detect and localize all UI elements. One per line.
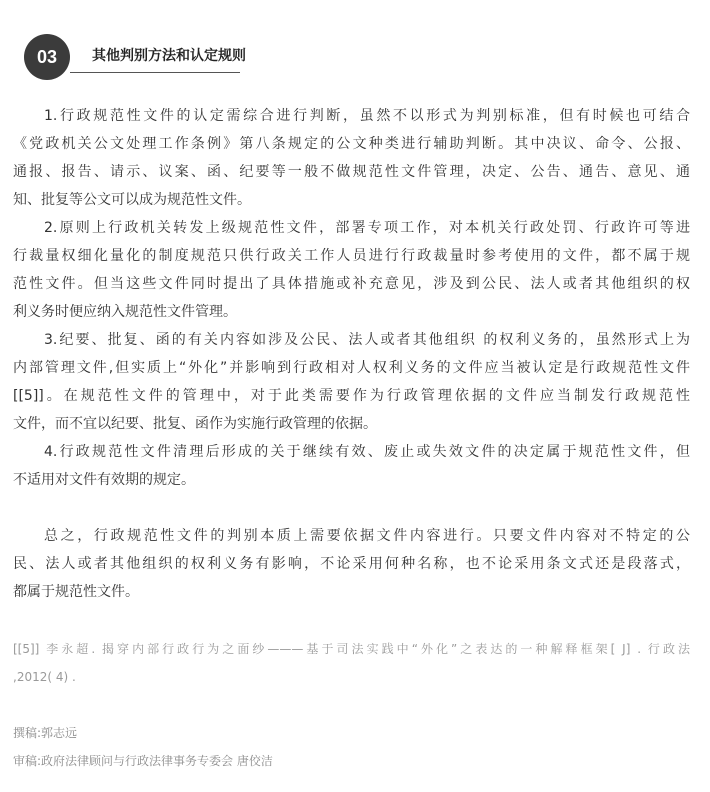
paragraph-line: 都属于规范性文件。 xyxy=(13,584,139,600)
paragraph-line: 《党政机关公文处理工作条例》第八条规定的公文种类进行辅助判断。其中决议、命令、公报、 xyxy=(13,136,690,152)
paragraph-line: 1.行政规范性文件的认定需综合进行判断，虽然不以形式为判别标准，但有时候也可结合 xyxy=(44,108,690,124)
paragraph-1 xyxy=(13,102,690,214)
footnote-line: ,2012( 4) . xyxy=(13,670,76,684)
paragraph-line: 3.纪要、批复、函的有关内容如涉及公民、法人或者其他组织 的权利义务的，虽然形式上为 xyxy=(44,332,690,348)
article-body xyxy=(13,102,690,775)
author-credit: 撰稿:郭志远 xyxy=(13,726,78,740)
paragraph-line: [[5]]。在规范性文件的管理中，对于此类需要作为行政管理依据的文件应当制发行政规范性 xyxy=(13,388,690,404)
paragraph-line: 文件，而不宜以纪要、批复、函作为实施行政管理的依据。 xyxy=(13,416,377,432)
paragraph-line: 4.行政规范性文件清理后形成的关于继续有效、废止或失效文件的决定属于规范性文件，但 xyxy=(44,444,690,460)
summary-paragraph xyxy=(13,522,690,606)
section-number-badge: 03 xyxy=(24,34,70,80)
section-title: 其他判别方法和认定规则 xyxy=(92,48,246,64)
paragraph-line: 知、批复等公文可以成为规范性文件。 xyxy=(13,192,251,208)
paragraph-line: 内部管理文件,但实质上“外化”并影响到行政相对人权利义务的文件应当被认定是行政规范性文件 xyxy=(13,360,690,376)
credits xyxy=(13,719,690,775)
paragraph-2 xyxy=(13,214,690,326)
footnote-line: [[5]] 李永超. 揭穿内部行政行为之面纱———基于司法实践中“外化”之表达的一种解释框架[ J] . 行政法 xyxy=(13,642,690,656)
paragraph-line: 行裁量权细化量化的制度规范只供行政关工作人员进行行政裁量时参考使用的文件，都不属于规 xyxy=(13,248,690,264)
paragraph-line: 民、法人或者其他组织的权利义务有影响，不论采用何种名称，也不论采用条文式还是段落式， xyxy=(13,556,690,572)
paragraph-line: 利义务时便应纳入规范性文件管理。 xyxy=(13,304,237,320)
section-title-underline xyxy=(70,72,240,73)
paragraph-4 xyxy=(13,438,690,494)
paragraph-line: 范性文件。但当这些文件同时提出了具体措施或补充意见，涉及到公民、法人或者其他组织的权 xyxy=(13,276,690,292)
paragraph-line: 总之，行政规范性文件的判别本质上需要依据文件内容进行。只要文件内容对不特定的公 xyxy=(44,528,690,544)
footnote xyxy=(13,635,690,691)
paragraph-line: 通报、报告、请示、议案、函、纪要等一般不做规范性文件管理，决定、公告、通告、意见、通 xyxy=(13,164,690,180)
paragraph-line: 不适用对文件有效期的规定。 xyxy=(13,472,195,488)
reviewer-credit: 审稿:政府法律顾问与行政法律事务专委会 唐佼洁 xyxy=(13,754,273,768)
paragraph-3 xyxy=(13,326,690,438)
paragraph-line: 2.原则上行政机关转发上级规范性文件，部署专项工作，对本机关行政处罚、行政许可等进 xyxy=(44,220,690,236)
